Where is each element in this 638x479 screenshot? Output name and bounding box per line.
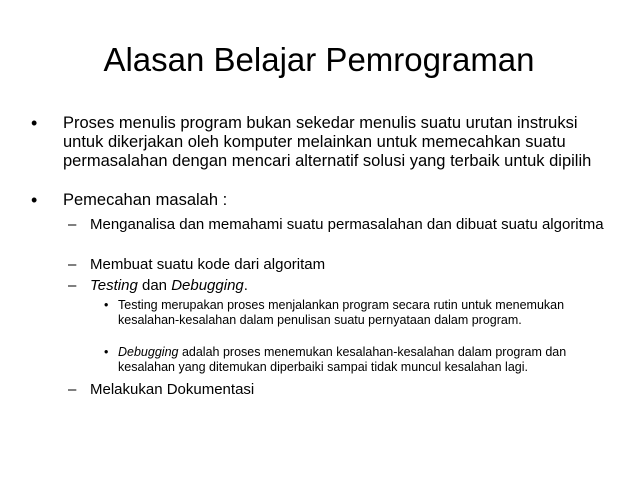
subsubbullet-text — [118, 345, 604, 375]
subbullet-testing-debugging — [68, 277, 608, 295]
bullet-marker: • — [104, 345, 109, 359]
subbullet-membuat-kode — [68, 256, 608, 274]
bullet-pemecahan-masalah — [31, 191, 611, 210]
dash-marker: – — [68, 381, 77, 398]
subbullet-text — [90, 277, 608, 295]
period: . — [243, 277, 248, 294]
bullet-text: Proses menulis program bukan sekedar menulis suatu urutan instruksi untuk dikerjakan oleh komputer melainkan untuk memecahkan suatu permasalahan dengan mencari alternatif solusi yang terbaik untuk dipilih — [63, 114, 592, 170]
bullet-marker: • — [31, 113, 38, 133]
subbullet-text: Melakukan Dokumentasi — [90, 381, 255, 398]
bullet-text: Pemecahan masalah : — [63, 191, 228, 209]
bullet-marker: • — [31, 190, 38, 210]
subsubbullet-testing — [104, 298, 604, 328]
debugging-word: Debugging — [171, 277, 244, 294]
testing-word: Testing — [90, 277, 138, 294]
debugging-description: adalah proses menemukan kesalahan-kesalahan dalam program dan kesalahan yang ditemukan diperbaiki sampai tidak muncul kesalahan lagi. — [118, 345, 567, 374]
dan-word: dan — [137, 277, 172, 294]
dash-marker: – — [68, 277, 77, 294]
dash-marker: – — [68, 256, 77, 273]
subbullet-dokumentasi — [68, 381, 608, 399]
dash-marker: – — [68, 216, 77, 233]
subbullet-text: Membuat suatu kode dari algoritam — [90, 256, 326, 273]
bullet-marker: • — [104, 298, 109, 312]
slide-title: Alasan Belajar Pemrograman — [103, 41, 535, 78]
subsubbullet-text: Testing merupakan proses menjalankan program secara rutin untuk menemukan kesalahan-kesalahan dalam penulisan suatu pernyataan dalam program. — [118, 298, 565, 327]
bullet-proses-menulis — [31, 114, 611, 171]
debugging-word: Debugging — [118, 345, 179, 359]
subsubbullet-debugging — [104, 345, 604, 375]
subbullet-text: Menganalisa dan memahami suatu permasalahan dan dibuat suatu algoritma — [90, 216, 604, 233]
subbullet-menganalisa — [68, 216, 608, 234]
